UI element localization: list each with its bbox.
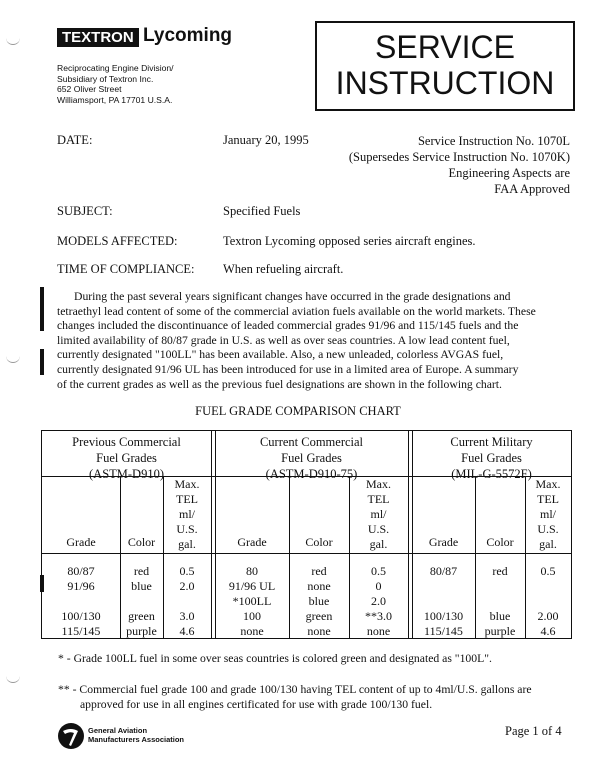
tel-header-line: Max. bbox=[366, 477, 391, 491]
paragraph-line: currently designated 91/96 UL has been introduced for use in a limited area of Europe. A summary bbox=[57, 362, 519, 376]
table-cell: 91/96 bbox=[67, 579, 95, 593]
table-cell: red bbox=[133, 564, 150, 578]
paragraph-line: tetraethyl lead content of some of the commercial aviation fuels available on the world markets. These bbox=[57, 304, 536, 318]
chart-title: FUEL GRADE COMPARISON CHART bbox=[195, 404, 401, 418]
faa-approved: FAA Approved bbox=[494, 182, 570, 196]
table-cell: 115/145 bbox=[61, 624, 101, 638]
group-header-current-commercial bbox=[215, 434, 408, 482]
group-header-line: Fuel Grades bbox=[461, 451, 522, 465]
column-header-color: Color bbox=[305, 535, 333, 549]
table-cell: 100 bbox=[243, 609, 261, 623]
tel-header-line: ml/ bbox=[178, 507, 195, 521]
table-cell: 100/130 bbox=[61, 609, 101, 623]
table-cell: none bbox=[307, 624, 331, 638]
date-value: January 20, 1995 bbox=[223, 133, 309, 147]
subject-value: Specified Fuels bbox=[223, 204, 301, 218]
address-line: Reciprocating Engine Division/ bbox=[57, 63, 174, 73]
column-header-max-tel bbox=[349, 477, 408, 552]
group-header-previous-commercial bbox=[42, 434, 211, 482]
tel-header-line: gal. bbox=[178, 537, 196, 551]
si-number: Service Instruction No. 1070L bbox=[417, 134, 570, 148]
table-cell: *100LL bbox=[232, 594, 272, 608]
punch-hole-mark bbox=[6, 356, 20, 363]
column-header-grade: Grade bbox=[66, 535, 96, 549]
subject-label: SUBJECT: bbox=[57, 204, 113, 218]
table-cell: 2.0 bbox=[179, 579, 195, 593]
column-header-grade: Grade bbox=[428, 535, 459, 549]
table-cell: 4.6 bbox=[540, 624, 556, 638]
tel-header-line: TEL bbox=[367, 492, 390, 506]
column-header-color: Color bbox=[486, 535, 514, 549]
tel-header-line: Max. bbox=[535, 477, 561, 491]
table-cell: 4.6 bbox=[179, 624, 195, 638]
textron-logo-box: TEXTRON bbox=[57, 28, 139, 47]
table-cell: green bbox=[128, 609, 155, 623]
fuel-grade-comparison-table bbox=[41, 430, 572, 639]
column-header-max-tel bbox=[163, 477, 211, 552]
table-cell: red bbox=[492, 564, 508, 578]
table-cell: 2.0 bbox=[371, 594, 386, 608]
group-header-line: Fuel Grades bbox=[281, 451, 342, 465]
tel-header-line: TEL bbox=[537, 492, 559, 506]
tel-header-line: TEL bbox=[176, 492, 198, 506]
group-header-current-military bbox=[412, 434, 571, 482]
footnote-line: approved for use in all engines certificated for use with grade 100/130 fuel. bbox=[80, 698, 433, 711]
table-cell: blue bbox=[489, 609, 511, 623]
table-cell: 0.5 bbox=[179, 564, 195, 578]
punch-hole-mark bbox=[6, 38, 20, 45]
table-cell: 0 bbox=[375, 579, 382, 593]
revision-bar bbox=[40, 287, 44, 331]
time-of-compliance-value: When refueling aircraft. bbox=[223, 262, 344, 276]
gama-line: General Aviation bbox=[88, 726, 148, 735]
paragraph-line: currently designated "100LL" has been available. Also, a new unleaded, colorless AVGAS fuel, bbox=[57, 348, 504, 362]
tel-header-line: gal. bbox=[369, 537, 388, 551]
group-separator bbox=[408, 431, 409, 638]
table-cell: none bbox=[307, 579, 331, 593]
table-cell: none bbox=[366, 624, 391, 638]
models-affected-value: Textron Lycoming opposed series aircraft engines. bbox=[223, 234, 476, 248]
paragraph-line: changes included the discontinuance of leaded commercial grades 91/96 and 115/145 fuels and the bbox=[57, 319, 519, 333]
tel-header-line: gal. bbox=[539, 537, 557, 551]
table-cell: purple bbox=[484, 624, 516, 638]
paragraph-line: of the current grades as well as the previous fuel designations are shown in the following chart. bbox=[57, 377, 502, 391]
table-cell: 91/96 UL bbox=[228, 579, 276, 593]
company-address bbox=[57, 63, 174, 105]
gama-logo bbox=[57, 722, 85, 755]
lycoming-wordmark: Lycoming bbox=[143, 25, 233, 46]
revision-bar bbox=[40, 349, 44, 375]
tel-header-line: U.S. bbox=[537, 522, 559, 536]
footnote-100ll: * - Grade 100LL fuel in some over seas countries is colored green and designated as "100L". bbox=[58, 652, 492, 665]
column-header-max-tel bbox=[525, 477, 571, 552]
group-header-line: Fuel Grades bbox=[96, 451, 157, 465]
column-header-grade: Grade bbox=[237, 535, 267, 549]
table-cell: red bbox=[311, 564, 327, 578]
table-cell: 2.00 bbox=[537, 609, 559, 623]
group-header-line: Previous Commercial bbox=[72, 435, 181, 449]
table-cell: purple bbox=[126, 624, 157, 638]
models-affected-label: MODELS AFFECTED: bbox=[57, 234, 178, 248]
tel-header-line: ml/ bbox=[539, 507, 556, 521]
punch-hole-mark bbox=[6, 676, 20, 683]
header-rule bbox=[42, 553, 571, 554]
engineering-aspects: Engineering Aspects are bbox=[448, 166, 570, 180]
tel-header-line: U.S. bbox=[367, 522, 390, 536]
gama-line: Manufacturers Association bbox=[88, 735, 184, 744]
table-cell: 80 bbox=[246, 564, 258, 578]
address-line: Williamsport, PA 17701 U.S.A. bbox=[57, 94, 173, 105]
paragraph-line: limited availability of 80/87 grade in U.S. as well as over seas countries. A low lead content fuel, bbox=[57, 333, 510, 347]
tel-header-line: ml/ bbox=[370, 507, 387, 521]
group-separator bbox=[211, 431, 212, 638]
table-cell: 0.5 bbox=[371, 564, 386, 578]
footnote-line: ** - Commercial fuel grade 100 and grade 100/130 having TEL content of up to 4ml/U.S. gallons are bbox=[58, 683, 532, 696]
paragraph-line: During the past several years significant changes have occurred in the grade designations and bbox=[74, 290, 511, 303]
table-cell: 100/130 bbox=[423, 609, 464, 623]
table-cell: blue bbox=[308, 594, 330, 608]
gama-emblem-icon bbox=[57, 722, 85, 750]
supersedes-note: (Supersedes Service Instruction No. 1070K) bbox=[348, 150, 570, 164]
page-number: Page 1 of 4 bbox=[505, 724, 562, 738]
tel-header-line: U.S. bbox=[176, 522, 198, 536]
time-of-compliance-label: TIME OF COMPLIANCE: bbox=[57, 262, 195, 276]
group-header-line: (MIL-G-5572F) bbox=[451, 467, 532, 481]
table-cell: 80/87 bbox=[429, 564, 458, 578]
group-header-line: (ASTM-D910) bbox=[89, 467, 164, 481]
gama-name bbox=[88, 726, 184, 744]
footnote-tel-content bbox=[58, 682, 532, 712]
group-header-line: Current Commercial bbox=[259, 435, 364, 449]
table-cell: none bbox=[240, 624, 264, 638]
address-line: 652 Oliver Street bbox=[57, 84, 122, 94]
table-cell: **3.0 bbox=[365, 609, 392, 623]
intro-paragraph bbox=[57, 290, 536, 392]
group-header-line: (ASTM-D910-75) bbox=[265, 467, 358, 481]
table-cell: 3.0 bbox=[179, 609, 195, 623]
date-label: DATE: bbox=[57, 133, 93, 147]
group-header-line: Current Military bbox=[450, 435, 533, 449]
table-cell: blue bbox=[131, 579, 152, 593]
table-cell: 0.5 bbox=[540, 564, 556, 578]
column-header-color: Color bbox=[127, 535, 156, 549]
table-cell: 80/87 bbox=[67, 564, 95, 578]
table-cell: green bbox=[305, 609, 333, 623]
service-instruction-number bbox=[349, 133, 570, 197]
tel-header-line: Max. bbox=[174, 477, 200, 491]
service-instruction-title-box bbox=[315, 21, 575, 111]
address-line: Subsidiary of Textron Inc. bbox=[57, 73, 154, 84]
title-line-2: INSTRUCTION bbox=[335, 65, 555, 101]
table-cell: 115/145 bbox=[424, 624, 463, 638]
title-line-1: SERVICE bbox=[375, 29, 515, 65]
